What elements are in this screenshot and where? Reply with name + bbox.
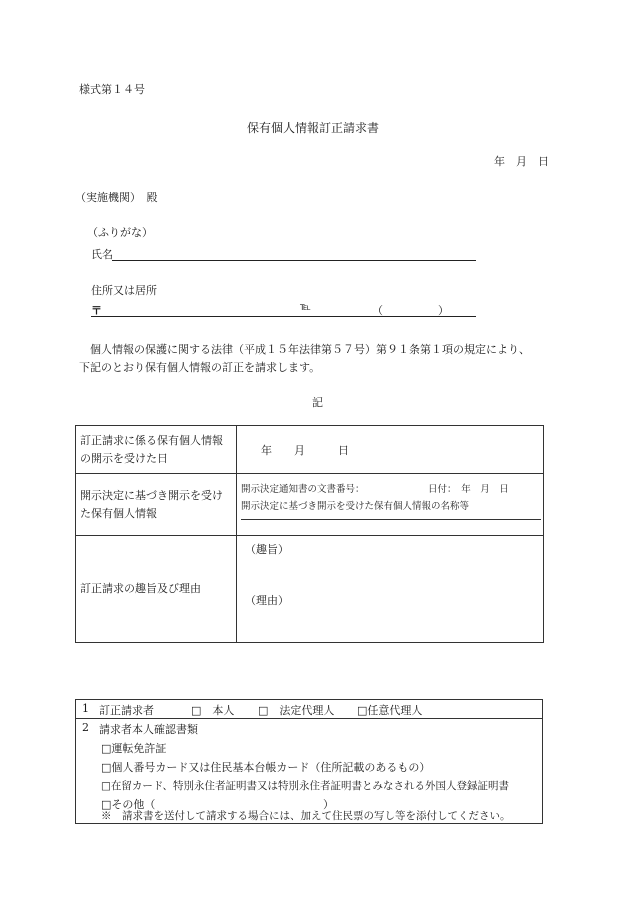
row2-label-line1: 開示決定に基づき開示を受け (80, 488, 223, 502)
tel-parens[interactable]: （ ） (372, 304, 449, 317)
furigana-label: （ふりがな） (87, 226, 153, 239)
mailing-note: ※ 請求書を送付して請求する場合には、加えて住民票の写し等を添付してください。 (101, 810, 511, 822)
requester-line1-no: 1 (82, 702, 89, 715)
row1-date[interactable]: 年 月 日 (261, 443, 349, 457)
doc-drivers-license-checkbox[interactable]: □運転免許証 (101, 742, 167, 755)
doc-residence-card-checkbox[interactable]: □在留カード、特別永住者証明書又は特別永住者証明書とみなされる外国人登録証明書 (101, 780, 509, 792)
row1-label-line1: 訂正請求に係る保有個人情報 (80, 433, 223, 447)
row2-value-cell[interactable] (237, 474, 544, 536)
row3-label: 訂正請求の趣旨及び理由 (76, 536, 237, 643)
row2-doc-number: 開示決定通知書の文書番号： (241, 484, 365, 495)
form-number: 様式第１４号 (79, 83, 145, 96)
recipient: （実施機関） 殿 (75, 191, 158, 204)
ki-marker: 記 (312, 396, 323, 409)
page-title: 保有個人情報訂正請求書 (247, 121, 380, 135)
option-self-checkbox[interactable]: □ 本人 (191, 704, 235, 717)
row2-name: 開示決定に基づき開示を受けた保有個人情報の名称等 (241, 501, 470, 512)
tel-icon: ℡ (300, 302, 311, 313)
table-row (76, 536, 544, 643)
address-label: 住所又は居所 (91, 284, 157, 297)
row2-label (76, 474, 237, 536)
postal-mark-icon: 〒 (91, 304, 102, 317)
requester-box (75, 699, 543, 824)
intro-text-line1: 個人情報の保護に関する法律（平成１５年法律第５７号）第９１条第１項の規定により、 (90, 343, 530, 356)
row1-label (76, 426, 237, 474)
requester-line2-no: 2 (82, 721, 89, 734)
table-row (76, 474, 544, 536)
id-documents-label: 請求者本人確認書類 (99, 723, 198, 736)
doc-other-close: ） (323, 798, 334, 811)
doc-mynumber-card-checkbox[interactable]: □個人番号カード又は住民基本台帳カード（住所記載のあるもの） (101, 761, 431, 774)
row2-label-line2: た保有個人情報 (80, 506, 157, 520)
row2-entry-line[interactable] (241, 519, 541, 520)
requester-label: 訂正請求者 (99, 704, 154, 717)
name-label: 氏名 (91, 248, 113, 261)
table-row (76, 426, 544, 474)
option-legal-rep-checkbox[interactable]: □ 法定代理人 (258, 704, 335, 717)
option-voluntary-rep-checkbox[interactable]: □任意代理人 (357, 704, 423, 717)
row3-gist-label: （趣旨） (245, 543, 289, 556)
date-line[interactable]: 年 月 日 (494, 155, 549, 168)
row1-label-line2: の開示を受けた日 (80, 451, 168, 465)
row3-value-cell[interactable] (237, 536, 544, 643)
requester-type-row (76, 700, 542, 719)
row3-reason-label: （理由） (245, 594, 289, 607)
row2-date: 日付： 年 月 日 (428, 484, 509, 495)
row1-value-cell[interactable] (237, 426, 544, 474)
correction-request-table (75, 425, 544, 643)
doc-other-checkbox[interactable]: □その他（ (101, 798, 156, 811)
intro-text-line2: 下記のとおり保有個人情報の訂正を請求します。 (79, 361, 321, 374)
name-field[interactable] (112, 260, 476, 261)
